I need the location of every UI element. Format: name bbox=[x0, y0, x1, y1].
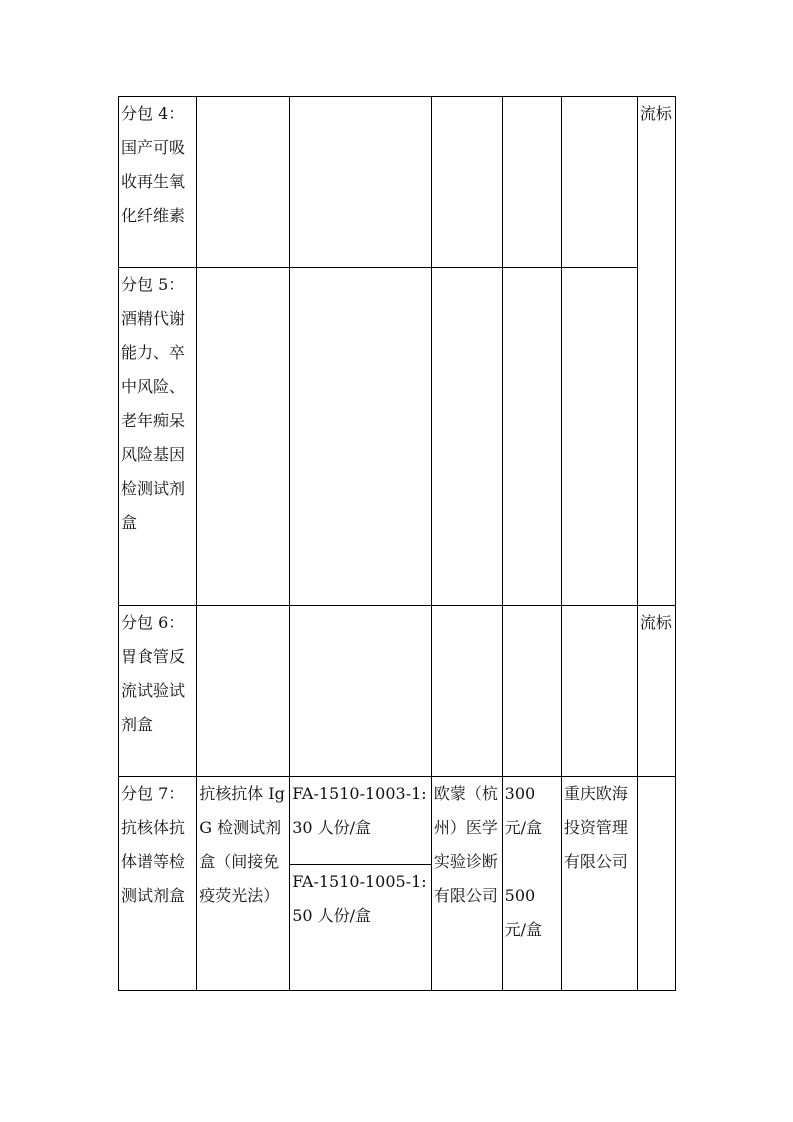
manufacturer-cell bbox=[431, 777, 502, 991]
product-cell bbox=[197, 777, 290, 991]
package-name: 分包 4：国产可吸收再生氧化纤维素 bbox=[121, 104, 186, 225]
package-cell bbox=[119, 777, 197, 991]
price-cell bbox=[502, 97, 561, 268]
product-cell bbox=[197, 97, 290, 268]
product-cell bbox=[197, 606, 290, 777]
spec-cell bbox=[290, 606, 432, 777]
manufacturer-cell bbox=[431, 268, 502, 606]
result-cell bbox=[637, 97, 675, 606]
spec-cell bbox=[290, 865, 432, 991]
manufacturer-cell bbox=[431, 606, 502, 777]
price-text: 300 元/盒 bbox=[504, 784, 543, 837]
result-text: 流标 bbox=[639, 613, 672, 632]
product-name: 抗核抗体 IgG 检测试剂盒（间接免疫荧光法） bbox=[199, 784, 285, 905]
spec-cell bbox=[290, 777, 432, 865]
package-name: 分包 7：抗核体抗体谱等检测试剂盒 bbox=[121, 784, 186, 905]
spec-text: FA-1510-1003-1:30 人份/盒 bbox=[292, 784, 427, 837]
package-cell bbox=[119, 268, 197, 606]
manufacturer-cell bbox=[431, 97, 502, 268]
package-name: 分包 6：胃食管反流试验试剂盒 bbox=[121, 613, 186, 734]
table-row bbox=[119, 777, 676, 865]
price-cell bbox=[502, 268, 561, 606]
package-name: 分包 5：酒精代谢能力、卒中风险、老年痴呆风险基因检测试剂盒 bbox=[121, 275, 186, 532]
supplier-cell bbox=[561, 268, 637, 606]
manufacturer-name: 欧蒙（杭州）医学实验诊断有限公司 bbox=[433, 784, 498, 905]
spec-text: FA-1510-1005-1:50 人份/盒 bbox=[292, 872, 427, 925]
product-cell bbox=[197, 268, 290, 606]
spec-cell bbox=[290, 268, 432, 606]
price-text: 500 元/盒 bbox=[504, 886, 543, 939]
supplier-name: 重庆欧海投资管理有限公司 bbox=[563, 784, 628, 871]
result-cell bbox=[637, 606, 675, 777]
supplier-cell bbox=[561, 606, 637, 777]
supplier-cell bbox=[561, 777, 637, 991]
result-text: 流标 bbox=[639, 104, 672, 123]
spec-cell bbox=[290, 97, 432, 268]
package-cell bbox=[119, 606, 197, 777]
table-row bbox=[119, 268, 676, 606]
price-cell bbox=[502, 606, 561, 777]
price-cell bbox=[502, 777, 561, 991]
procurement-result-table bbox=[118, 96, 676, 991]
table-row bbox=[119, 606, 676, 777]
supplier-cell bbox=[561, 97, 637, 268]
result-cell bbox=[637, 777, 675, 991]
package-cell bbox=[119, 97, 197, 268]
table-row bbox=[119, 97, 676, 268]
